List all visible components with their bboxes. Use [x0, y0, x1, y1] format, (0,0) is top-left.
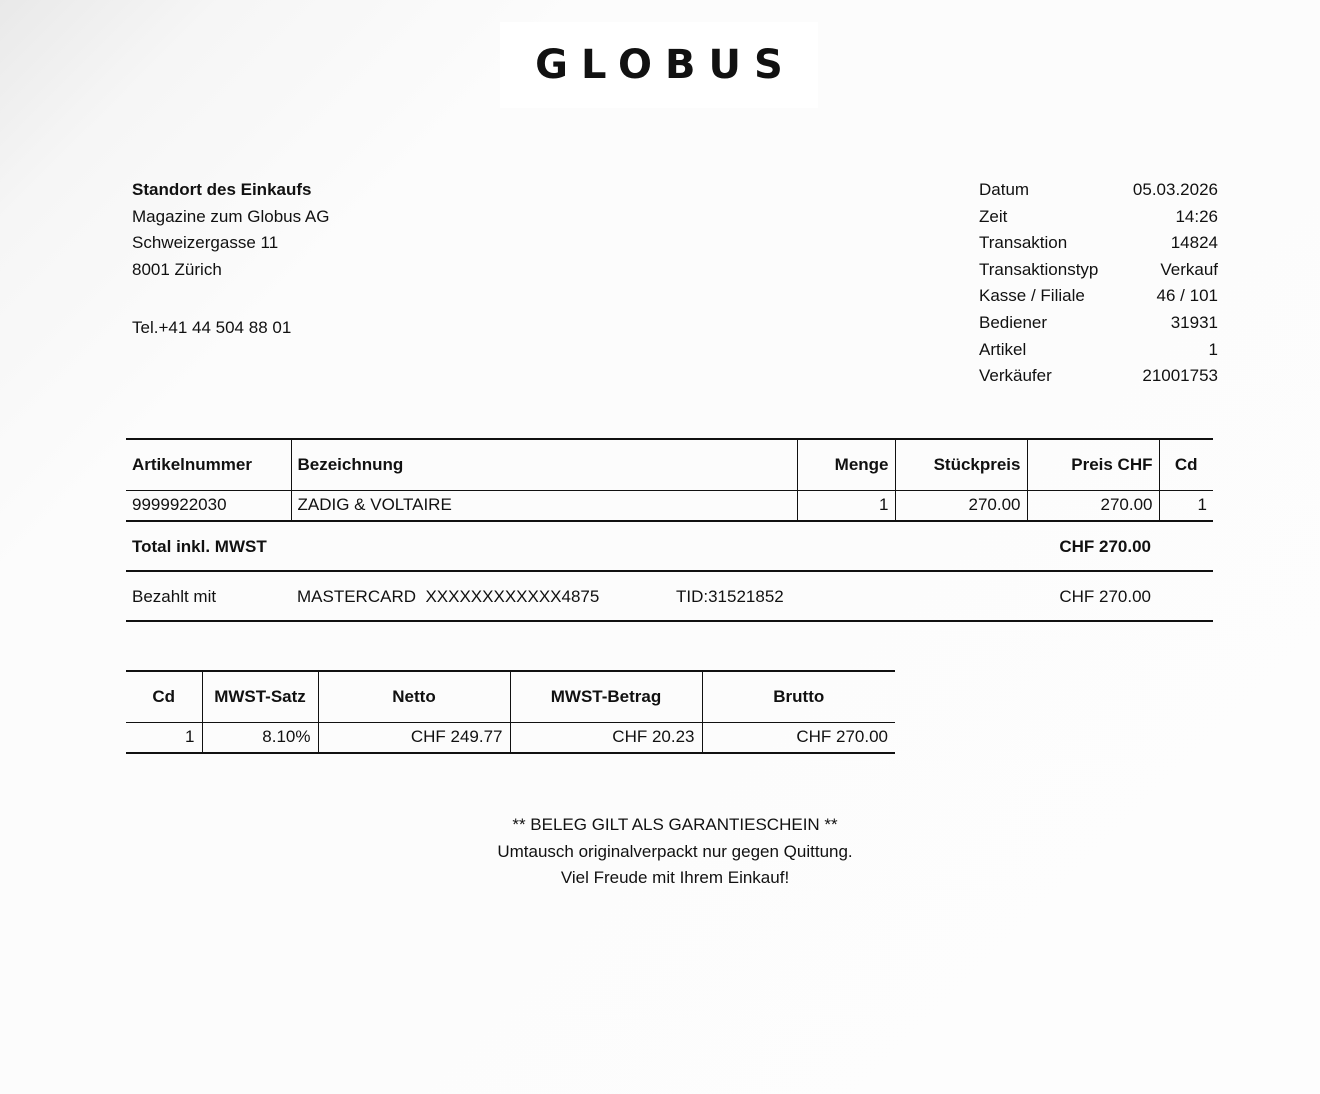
- meta-row-date: [979, 177, 1218, 204]
- col-description: Bezeichnung: [291, 439, 797, 490]
- col-quantity: Menge: [797, 439, 895, 490]
- store-phone: Tel.+41 44 504 88 01: [132, 318, 292, 337]
- footer-thank-you: Viel Freude mit Ihrem Einkauf!: [560, 868, 790, 887]
- meta-row-seller: [979, 363, 1218, 390]
- cell-article-number: 9999922030: [126, 490, 291, 521]
- cell-description: ZADIG & VOLTAIRE: [291, 490, 797, 521]
- total-value: CHF 270.00: [1059, 537, 1151, 556]
- items-table: [126, 438, 1213, 522]
- table-row: [126, 722, 895, 753]
- payment-method: MASTERCARD XXXXXXXXXXXX4875: [297, 587, 600, 606]
- footer-warranty-note: ** BELEG GILT ALS GARANTIESCHEIN **: [512, 815, 838, 834]
- payment-tid: TID:31521852: [676, 587, 784, 606]
- meta-value: Verkauf: [1160, 259, 1218, 279]
- cell-vat-rate: 8.10%: [202, 722, 318, 753]
- meta-value: 14824: [1170, 233, 1218, 253]
- col-article-number: Artikelnummer: [126, 439, 291, 490]
- col-vat-code: Cd: [126, 671, 202, 722]
- meta-label: Datum: [979, 180, 1030, 199]
- items-table-wrapper: [126, 438, 1213, 522]
- meta-label: Bediener: [979, 312, 1048, 332]
- meta-value: 46 / 101: [1156, 286, 1218, 306]
- col-net: Netto: [318, 671, 510, 722]
- cell-quantity: 1: [797, 490, 895, 521]
- cell-gross: CHF 270.00: [702, 722, 895, 753]
- cell-vat-code: 1: [126, 722, 202, 753]
- store-city: 8001 Zürich: [132, 259, 222, 279]
- globus-logo: [500, 22, 818, 108]
- store-address: [132, 177, 329, 342]
- meta-row-time: [979, 204, 1218, 231]
- payment-amount: CHF 270.00: [1059, 587, 1151, 606]
- meta-value: 05.03.2026: [1132, 180, 1218, 199]
- total-label: Total inkl. MWST: [132, 537, 267, 556]
- payment-row: [126, 572, 1213, 622]
- meta-value: 1: [1208, 339, 1218, 359]
- col-vat-amount: MWST-Betrag: [510, 671, 702, 722]
- meta-label: Verkäufer: [979, 366, 1052, 386]
- meta-label: Kasse / Filiale: [979, 286, 1085, 306]
- meta-label: Transaktionstyp: [979, 259, 1099, 279]
- total-row: [126, 521, 1213, 572]
- meta-label: Transaktion: [979, 233, 1068, 253]
- meta-row-register: [979, 283, 1218, 310]
- payment-label: Bezahlt mit: [132, 587, 217, 606]
- cell-vat-amount: CHF 20.23: [510, 722, 702, 753]
- meta-value: 31931: [1170, 312, 1218, 332]
- meta-row-articles: [979, 337, 1218, 364]
- store-street: Schweizergasse 11: [132, 233, 279, 252]
- meta-label: Zeit: [979, 206, 1008, 226]
- receipt-footer: [375, 812, 975, 892]
- meta-row-transaction: [979, 230, 1218, 257]
- meta-row-operator: [979, 310, 1218, 337]
- vat-header-row: [126, 671, 895, 722]
- meta-value: 21001753: [1142, 366, 1218, 386]
- vat-table: [126, 670, 895, 754]
- footer-exchange-note: Umtausch originalverpackt nur gegen Quittung.: [497, 841, 853, 861]
- cell-price-chf: 270.00: [1027, 490, 1159, 521]
- cell-unit-price: 270.00: [895, 490, 1027, 521]
- items-header-row: [126, 439, 1213, 490]
- col-vat-rate: MWST-Satz: [202, 671, 318, 722]
- logo-text: GLOBUS: [535, 42, 796, 88]
- vat-table-wrapper: [126, 670, 895, 754]
- transaction-meta: [979, 177, 1218, 390]
- col-code: Cd: [1159, 439, 1213, 490]
- col-gross: Brutto: [702, 671, 895, 722]
- cell-code: 1: [1159, 490, 1213, 521]
- meta-row-transaction-type: [979, 257, 1218, 284]
- col-unit-price: Stückpreis: [895, 439, 1027, 490]
- cell-net: CHF 249.77: [318, 722, 510, 753]
- store-heading: Standort des Einkaufs: [132, 180, 312, 199]
- table-row: [126, 490, 1213, 521]
- meta-label: Artikel: [979, 339, 1027, 359]
- meta-value: 14:26: [1175, 206, 1218, 226]
- col-price-chf: Preis CHF: [1027, 439, 1159, 490]
- store-name: Magazine zum Globus AG: [132, 206, 330, 226]
